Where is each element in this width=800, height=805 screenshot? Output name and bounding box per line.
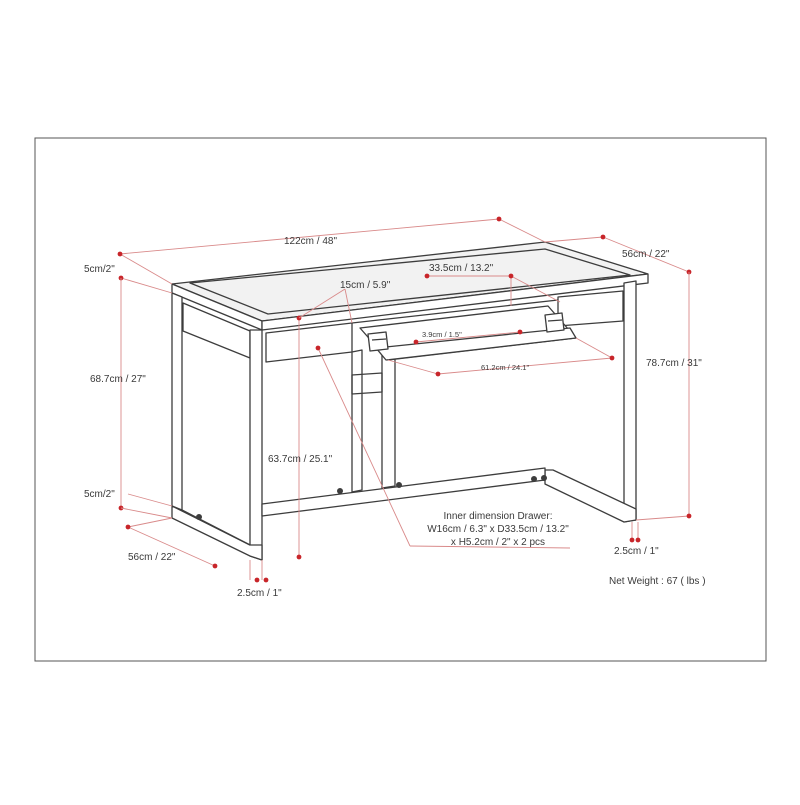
label-drawer-width: 15cm / 5.9" <box>340 280 391 291</box>
notes <box>427 511 705 587</box>
left-foot <box>196 514 202 520</box>
tray-left-bracket <box>368 332 388 351</box>
label-height-right: 78.7cm / 31" <box>646 358 702 369</box>
left-front-leg <box>250 330 262 560</box>
label-width-top: 122cm / 48" <box>284 236 338 247</box>
right-front-leg <box>624 281 636 522</box>
desk-illustration <box>172 242 648 560</box>
tray-right-bracket <box>545 313 564 332</box>
label-top-thickness: 5cm/2" <box>84 264 115 275</box>
label-clearance: 63.7cm / 25.1" <box>268 454 333 465</box>
label-base-thickness: 5cm/2" <box>84 489 115 500</box>
drawer-note-line3: x H5.2cm / 2" x 2 pcs <box>450 537 546 548</box>
drawer-front-right <box>558 291 623 326</box>
right-base-rail <box>545 470 636 522</box>
net-weight: Net Weight : 67 ( lbs ) <box>609 576 706 587</box>
left-frame-back <box>172 293 182 510</box>
back-crossbar <box>262 468 545 516</box>
label-tray-depth: 33.5cm / 13.2" <box>429 263 494 274</box>
label-height-left: 68.7cm / 27" <box>90 374 146 385</box>
label-handle-height: 3.9cm / 1.5" <box>422 330 462 339</box>
label-leg-left: 2.5cm / 1" <box>237 588 282 599</box>
middle-support-back <box>382 341 395 488</box>
label-leg-right: 2.5cm / 1" <box>614 546 659 557</box>
drawer-note-line2: W16cm / 6.3" x D33.5cm / 13.2" <box>427 524 569 535</box>
label-depth-left: 56cm / 22" <box>128 552 176 563</box>
label-tray-width: 61.2cm / 24.1" <box>481 363 530 372</box>
drawer-front-left <box>266 323 352 362</box>
drawer-note-line1: Inner dimension Drawer: <box>443 511 553 522</box>
label-depth-right: 56cm / 22" <box>622 249 670 260</box>
left-base-rail <box>172 506 262 560</box>
middle-support <box>352 350 362 492</box>
